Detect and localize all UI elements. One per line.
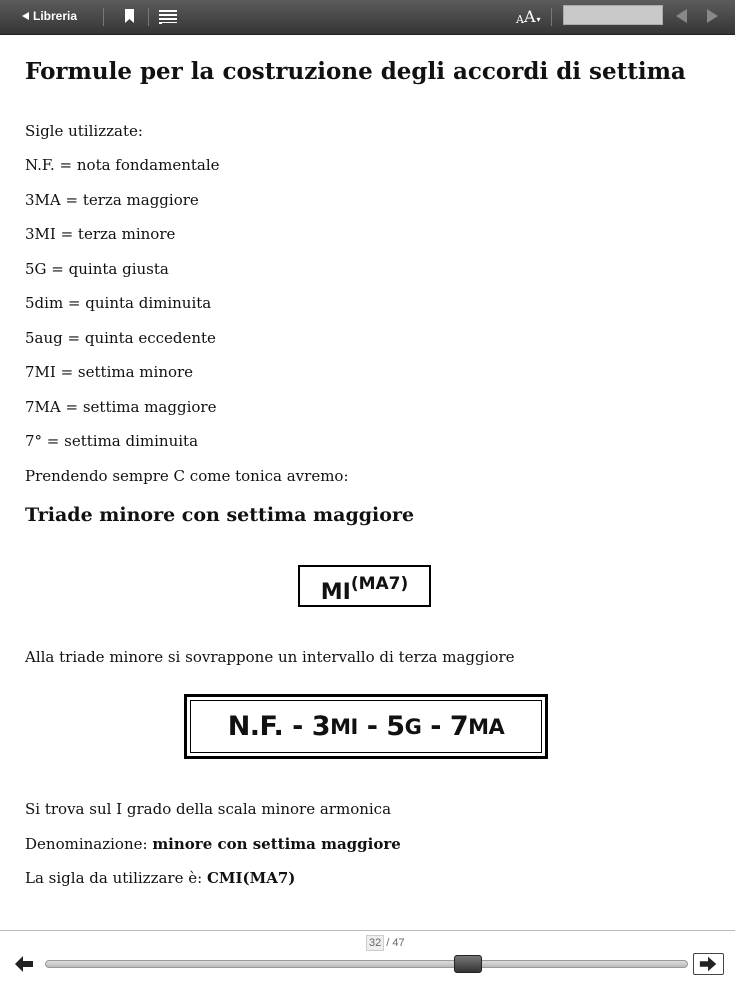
text-line: Alla triade minore si sovrappone un intervallo di terza maggiore <box>25 648 515 666</box>
formula-part: - 5 <box>357 711 405 742</box>
page-slider-track[interactable] <box>45 960 688 968</box>
text-line: 3MI = terza minore <box>25 225 176 243</box>
text-line: N.F. = nota fondamentale <box>25 156 220 174</box>
text-line: 7MA = settima maggiore <box>25 398 217 416</box>
top-toolbar <box>0 0 735 35</box>
chevron-down-icon: ▾ <box>536 15 541 24</box>
library-back-button[interactable] <box>22 6 77 26</box>
next-page-icon <box>694 954 723 974</box>
formula-part: MI <box>330 714 358 739</box>
text-line: 3MA = terza maggiore <box>25 191 199 209</box>
page-indicator <box>366 935 405 951</box>
chord-formula <box>190 700 542 753</box>
sigla-value: CMI(MA7) <box>206 869 296 887</box>
next-result-icon[interactable] <box>707 9 718 23</box>
denomination-label: Denominazione: <box>25 835 153 853</box>
text-line: 5aug = quinta eccedente <box>25 329 216 347</box>
formula-part: G <box>404 714 422 739</box>
sigla-line <box>25 869 295 887</box>
text-line: 5G = quinta giusta <box>25 260 169 278</box>
toolbar-divider <box>148 8 149 26</box>
formula-part: MA <box>468 714 505 739</box>
font-big-glyph: A <box>523 7 536 26</box>
page-slider-thumb[interactable] <box>454 955 482 973</box>
formula-part: - 7 <box>421 711 469 742</box>
library-back-label: Libreria <box>33 9 78 23</box>
previous-page-icon[interactable] <box>14 955 34 973</box>
bookmark-icon[interactable] <box>125 9 134 23</box>
footer-divider <box>0 930 735 931</box>
total-pages: / 47 <box>386 937 405 949</box>
text-line: Prendendo sempre C come tonica avremo: <box>25 467 349 485</box>
toolbar-divider <box>103 8 104 26</box>
font-small-glyph: A <box>516 13 524 26</box>
chord-symbol-superscript: (MA7) <box>350 574 409 594</box>
font-size-button[interactable] <box>516 7 541 26</box>
chord-symbol-main: MI <box>320 579 351 605</box>
sigla-label: La sigla da utilizzare è: <box>25 869 207 887</box>
table-of-contents-icon[interactable] <box>159 10 177 23</box>
formula-part: N.F. - 3 <box>227 711 331 742</box>
toolbar-divider <box>551 8 552 26</box>
denomination-line <box>25 835 401 853</box>
next-page-button[interactable] <box>693 953 724 975</box>
text-line: Si trova sul I grado della scala minore armonica <box>25 800 392 818</box>
denomination-value: minore con settima maggiore <box>152 835 401 853</box>
text-line: 5dim = quinta diminuita <box>25 294 212 312</box>
current-page: 32 <box>366 935 384 951</box>
chord-formula-box <box>184 694 548 759</box>
search-input[interactable] <box>563 5 663 25</box>
chord-symbol-box <box>298 565 431 607</box>
previous-result-icon[interactable] <box>676 9 687 23</box>
text-line: 7° = settima diminuita <box>25 432 199 450</box>
text-line: 7MI = settima minore <box>25 363 194 381</box>
page-title: Formule per la costruzione degli accordi di settima <box>25 58 686 85</box>
back-arrow-icon <box>22 12 29 20</box>
section-heading: Triade minore con settima maggiore <box>25 504 415 526</box>
text-line: Sigle utilizzate: <box>25 122 143 140</box>
